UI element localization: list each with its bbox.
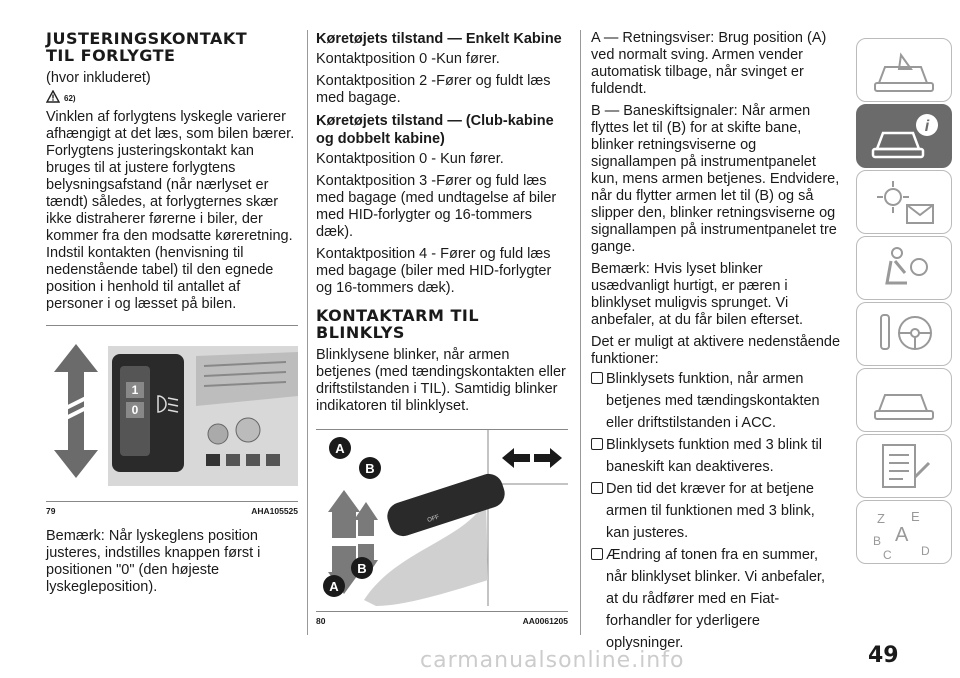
list-item: Blinklysets funktion, når armen betjenes med tændingskontakten eller driftstilstanden i ACC. <box>591 368 841 434</box>
chapter-tab-dashboard[interactable] <box>856 38 952 102</box>
lever-off-text: OFF <box>426 514 441 524</box>
airbag-seat-icon <box>871 243 941 295</box>
chapter-tab-driving[interactable] <box>856 302 952 366</box>
column-divider <box>580 30 581 635</box>
chapter-tab-emergency[interactable] <box>856 368 952 432</box>
figure-turn-signal-lever <box>316 429 568 612</box>
section-heading: KONTAKTARM TIL BLINKLYS <box>316 306 480 342</box>
body-paragraph: Vinklen af forlygtens lyskegle varierer afhængigt at det læs, som bilen bærer. Forlygtens justeringskontakt kan bruges til at justere forlygtens belysningsafstand (når nærlyset er tændt) således, at forlygternes skær ikke distraherer førerne i biler, der kommer fra den modsatte køreretning. Indstil kontakten (henvisning til nedenstående tabel) til den egnede position i henhold til antallet af personer i og læsset på bilen. <box>46 109 295 312</box>
chapter-tab-safety[interactable] <box>856 236 952 300</box>
svg-text:A: A <box>895 524 909 546</box>
switch-label-0: 0 <box>131 403 139 417</box>
leveling-switch-illustration <box>46 326 298 496</box>
right-arrow-icon <box>534 448 562 468</box>
column-vehicle-state <box>316 30 568 638</box>
position-a-description: A — Retningsviser: Brug position (A) ved normalt sving. Armen vender automatisk tilbage, når svinget er fuldendt. <box>591 30 827 97</box>
checkbox-bullet-icon <box>591 438 603 450</box>
subheading-single-cab: Køretøjets tilstand — Enkelt Kabine <box>316 31 562 47</box>
chapter-tab-maintenance[interactable] <box>856 434 952 498</box>
figure-leveling-switch <box>46 325 298 502</box>
chapter-tab-lights[interactable] <box>856 170 952 234</box>
figure-caption: 79 AHA105525 <box>46 506 298 516</box>
left-arrow-icon <box>502 448 530 468</box>
body-paragraph: Blinklysene blinker, når armen betjenes (med tændingskontakten eller driftstilstanden i TIL). Samtidig blinker indikatoren til blinklyset. <box>316 347 566 414</box>
svg-text:Z: Z <box>877 511 885 526</box>
chapter-tab-car-info[interactable] <box>856 104 952 168</box>
index-letters-icon <box>871 507 941 563</box>
lights-mail-icon <box>871 177 941 229</box>
page-number: 49 <box>868 643 899 668</box>
subtitle: (hvor inkluderet) <box>46 70 151 86</box>
figure-caption: 80 AA0061205 <box>316 616 568 626</box>
checkbox-bullet-icon <box>591 548 603 560</box>
note-paragraph: Bemærk: Når lyskeglens position justeres, indstilles knappen først i positionen "0" (den højeste lyskegleposition). <box>46 528 261 595</box>
checkbox-bullet-icon <box>591 482 603 494</box>
car-info-icon <box>871 111 941 163</box>
turn-signal-lever-illustration <box>316 430 568 606</box>
list-item: Den tid det kræver for at betjene armen til funktionen med 3 blink, kan justeres. <box>591 478 841 544</box>
text-line: Kontaktposition 4 - Fører og fuld læs med bagage (biler med HID-forlygter og 16-tommers dæk). <box>316 246 552 296</box>
subheading-club-cab: Køretøjets tilstand — (Club-kabine og dobbelt kabine) <box>316 113 554 147</box>
car-dashboard-icon <box>871 45 941 97</box>
switch-label-1: 1 <box>131 383 139 397</box>
section-heading: JUSTERINGSKONTAKT TIL FORLYGTE <box>46 29 248 65</box>
svg-text:B: B <box>873 534 882 548</box>
key-steering-icon <box>871 309 941 361</box>
label-b-bottom: B <box>357 561 367 576</box>
text-line: Kontaktposition 0 - Kun fører. <box>316 151 504 167</box>
svg-text:D: D <box>921 544 930 558</box>
warning-reference: 62) <box>46 90 298 103</box>
text-line: Kontaktposition 3 -Fører og fuld læs med bagage (med undtagelse af biler med HID-forlygter og 16-tommers dæk). <box>316 173 557 240</box>
text-line: Kontaktposition 0 -Kun fører. <box>316 51 500 67</box>
column-signal-modes <box>591 30 841 654</box>
watermark: carmanualsonline.info <box>420 648 685 673</box>
list-item: Ændring af tonen fra en summer, når blinklyset blinker. Vi anbefaler, at du rådfører med en Fiat-forhandler for yderligere oplysninger. <box>591 544 841 654</box>
checklist-icon <box>871 441 941 493</box>
chapter-tab-index[interactable] <box>856 500 952 564</box>
label-a-bottom: A <box>329 579 339 594</box>
car-service-icon <box>871 375 941 427</box>
column-headlight-leveling <box>46 30 298 601</box>
warning-triangle-icon <box>46 90 60 103</box>
functions-intro: Det er muligt at aktivere nedenstående funktioner: <box>591 334 841 367</box>
column-divider <box>307 30 308 635</box>
label-b-top: B <box>365 461 375 476</box>
checkbox-bullet-icon <box>591 372 603 384</box>
note-paragraph: Bemærk: Hvis lyset blinker usædvanligt hurtigt, er pæren i blinklyset muligvis sprunget. Vi anbefaler, at du får bilen efterset. <box>591 261 803 328</box>
position-b-description: B — Baneskiftsignaler: Når armen flyttes let til (B) for at skifte bane, blinker retningsviserne og signallampen på instrumentpanelet kun, mens armen betjenes. Endvidere, når du flytter armen let til (B) og så slipper den, blinker retningsviserne og signallampen på instrumentpanelet tre gange. <box>591 103 840 255</box>
svg-text:C: C <box>883 548 892 562</box>
svg-text:i: i <box>924 118 930 135</box>
text-line: Kontaktposition 2 -Fører og fuldt læs med bagage. <box>316 73 551 106</box>
list-item: Blinklysets funktion med 3 blink til baneskift kan deaktiveres. <box>591 434 841 478</box>
label-a-top: A <box>335 441 345 456</box>
svg-text:E: E <box>911 509 920 524</box>
